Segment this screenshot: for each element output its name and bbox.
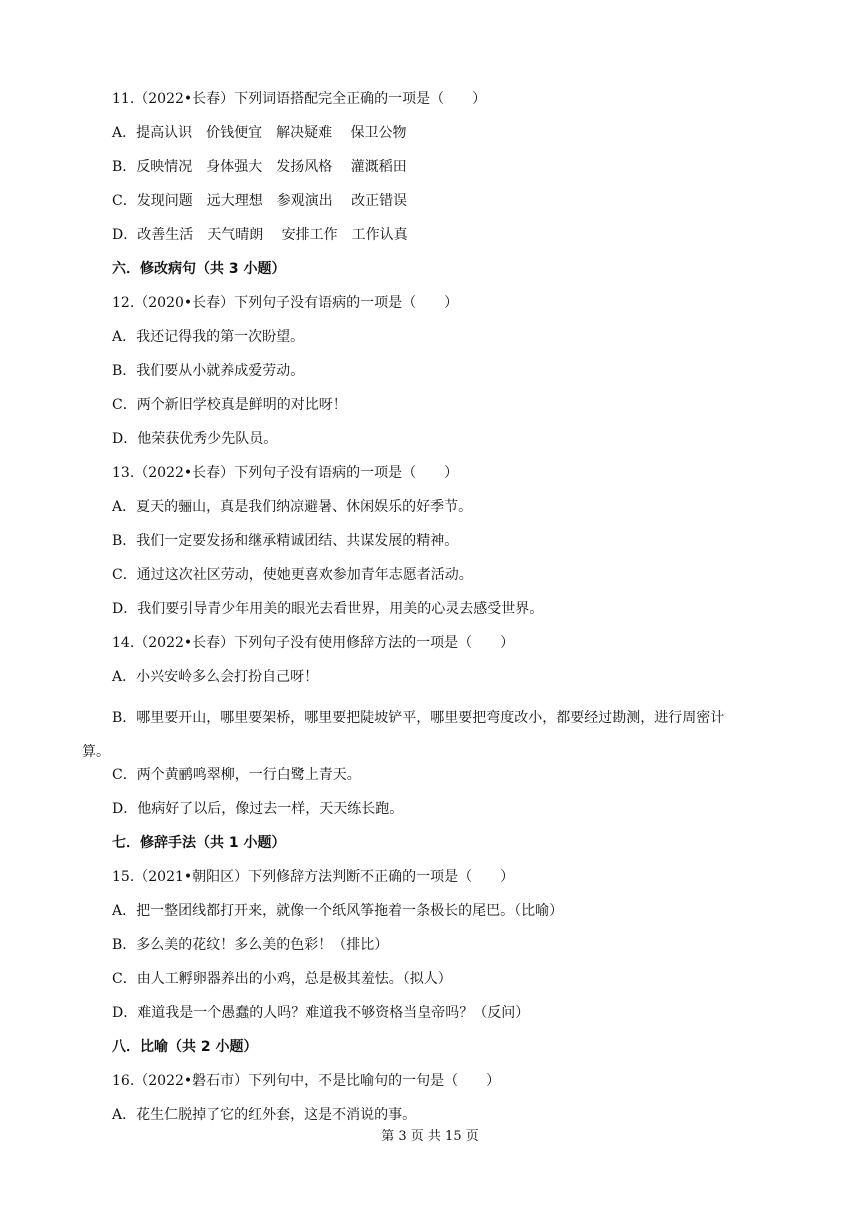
question-15-option-a: A．把一整团线都打开来，就像一个纸风筝拖着一条极长的尾巴。（比喻）	[112, 903, 564, 919]
question-14-stem: 14.（2022•长春）下列句子没有使用修辞方法的一项是（ ）	[112, 635, 515, 651]
question-15-option-d: D．难道我是一个愚蠢的人吗？难道我不够资格当皇帝吗？（反问）	[112, 1005, 530, 1021]
question-15-option-b: B．多么美的花纹！多么美的色彩！（排比）	[112, 937, 389, 953]
page-number-footer: 第 3 页 共 15 页	[381, 1129, 479, 1144]
question-11-option-c: C．发现问题 远大理想 参观演出 改正错误	[112, 193, 408, 209]
question-16-stem: 16.（2022•磐石市）下列句中，不是比喻句的一句是（ ）	[112, 1073, 501, 1089]
question-12-option-d: D．他荣获优秀少先队员。	[112, 431, 278, 447]
question-13-option-c: C．通过这次社区劳动，使她更喜欢参加青年志愿者活动。	[112, 567, 473, 583]
section-heading-8: 八．比喻（共 2 小题）	[112, 1039, 258, 1055]
question-16-option-a: A．花生仁脱掉了它的红外套，这是不消说的事。	[112, 1107, 417, 1123]
question-14-option-b: B．哪里要开山，哪里要架桥，哪里要把陡坡铲平，哪里要把弯度改小，都要经过勘测，进行周密计算。	[82, 710, 725, 760]
question-11-option-a: A．提高认识 价钱便宜 解决疑难 保卫公物	[112, 125, 407, 141]
question-11-stem: 11.（2022•长春）下列词语搭配完全正确的一项是（ ）	[112, 91, 487, 107]
question-12-option-a: A．我还记得我的第一次盼望。	[112, 329, 305, 345]
question-12-stem: 12.（2020•长春）下列句子没有语病的一项是（ ）	[112, 295, 459, 311]
question-15-option-c: C．由人工孵卵器养出的小鸡，总是极其羞怯。（拟人）	[112, 971, 452, 987]
question-13-option-d: D．我们要引导青少年用美的眼光去看世界，用美的心灵去感受世界。	[112, 601, 544, 617]
question-14-option-d: D．他病好了以后，像过去一样，天天练长跑。	[112, 801, 404, 817]
question-11-option-d: D．改善生活 天气晴朗 安排工作 工作认真	[112, 227, 408, 243]
question-14-option-a: A．小兴安岭多么会打扮自己呀！	[112, 669, 319, 685]
question-12-option-c: C．两个新旧学校真是鲜明的对比呀！	[112, 397, 347, 413]
question-11-option-b: B．反映情况 身体强大 发扬风格 灌溉稻田	[112, 159, 407, 175]
question-13-stem: 13.（2022•长春）下列句子没有语病的一项是（ ）	[112, 465, 459, 481]
question-13-option-a: A．夏天的骊山，真是我们纳凉避暑、休闲娱乐的好季节。	[112, 499, 473, 515]
question-15-stem: 15.（2021•朝阳区）下列修辞方法判断不正确的一项是（ ）	[112, 869, 515, 885]
section-heading-6: 六．修改病句（共 3 小题）	[112, 261, 286, 277]
question-13-option-b: B．我们一定要发扬和继承精诚团结、共谋发展的精神。	[112, 533, 459, 549]
question-14-option-c: C．两个黄鹂鸣翠柳，一行白鹭上青天。	[112, 767, 361, 783]
question-12-option-b: B．我们要从小就养成爱劳动。	[112, 363, 305, 379]
section-heading-7: 七．修辞手法（共 1 小题）	[112, 835, 286, 851]
